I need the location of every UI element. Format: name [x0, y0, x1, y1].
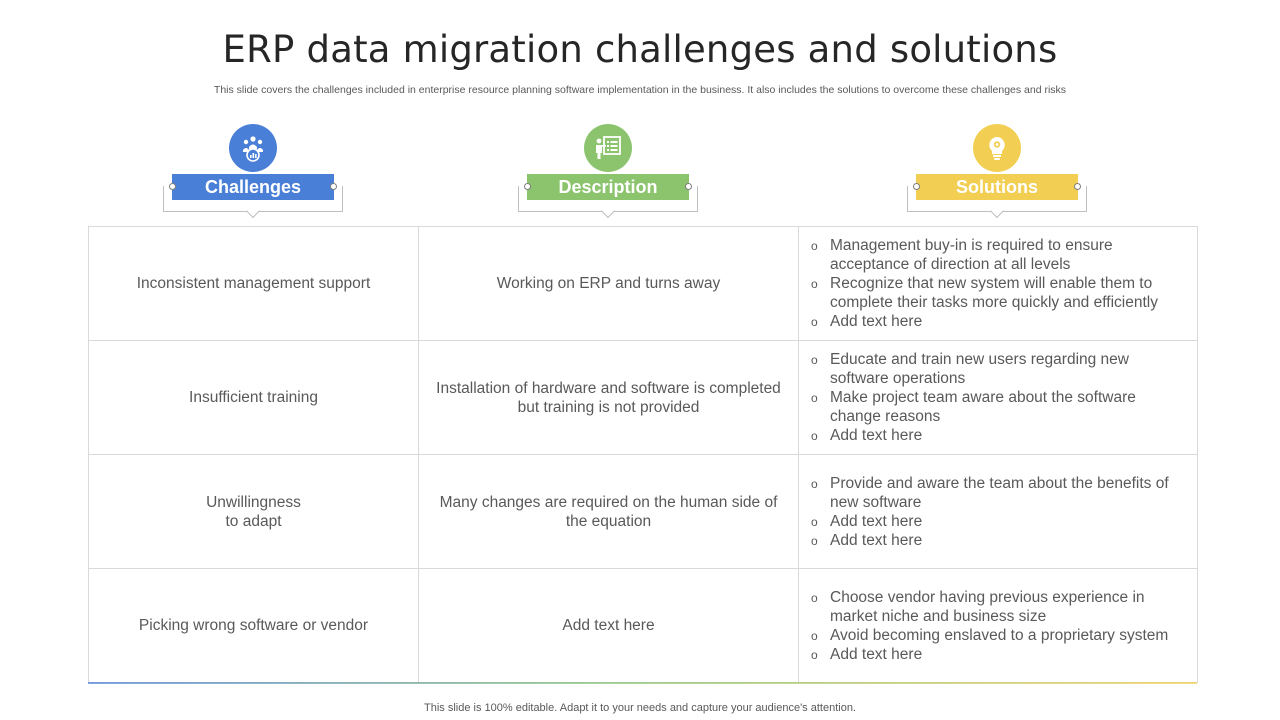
challenge-text: Unwillingness to adapt [206, 493, 301, 530]
solution-item [811, 531, 1181, 550]
team-chart-icon [229, 124, 277, 172]
solutions-cell [799, 227, 1198, 341]
bullet-circle-icon: o [811, 277, 818, 291]
description-text: Add text here [562, 617, 655, 634]
header-label: Description [527, 174, 689, 200]
table-row [89, 227, 1198, 341]
solution-text: Educate and train new users regarding new software operations [830, 351, 1129, 387]
header-description [518, 124, 698, 218]
bullet-circle-icon: o [811, 628, 818, 643]
challenge-cell [89, 569, 419, 683]
description-text: Installation of hardware and software is completed but training is not provided [436, 379, 781, 416]
solution-text: Make project team aware about the software change reasons [830, 389, 1136, 425]
description-cell [419, 455, 799, 569]
presentation-board-icon [584, 124, 632, 172]
challenge-cell [89, 341, 419, 455]
solution-text: Add text here [830, 531, 923, 549]
table-row [89, 341, 1198, 455]
solution-item [811, 312, 1181, 331]
lightbulb-gear-icon [973, 124, 1021, 172]
header-label: Solutions [916, 174, 1078, 200]
solution-text: Add text here [830, 645, 923, 663]
bullet-circle-icon: o [811, 514, 818, 529]
challenge-text: Picking wrong software or vendor [138, 617, 369, 634]
solutions-list [811, 350, 1181, 445]
header-challenges [163, 124, 343, 218]
description-cell [419, 227, 799, 341]
solutions-cell [799, 455, 1198, 569]
challenge-cell [89, 455, 419, 569]
solutions-cell [799, 569, 1198, 683]
description-text: Working on ERP and turns away [496, 275, 721, 292]
connector-dot [169, 183, 176, 190]
header-solutions [907, 124, 1087, 218]
solutions-list [811, 588, 1181, 664]
solutions-list [811, 236, 1181, 331]
bullet-circle-icon: o [811, 533, 818, 548]
solutions-cell [799, 341, 1198, 455]
solution-item [811, 426, 1181, 445]
solution-text: Management buy-in is required to ensure acceptance of direction at all levels [830, 237, 1113, 273]
connector-dot [685, 183, 692, 190]
bullet-circle-icon: o [811, 239, 818, 253]
bullet-circle-icon: o [811, 647, 818, 662]
solution-item [811, 350, 1181, 388]
solutions-list [811, 474, 1181, 550]
bullet-circle-icon: o [811, 590, 818, 605]
table-row [89, 455, 1198, 569]
header-label: Challenges [172, 174, 334, 200]
table-row [89, 569, 1198, 683]
solution-text: Add text here [830, 427, 923, 444]
solution-item [811, 274, 1181, 312]
solution-item [811, 645, 1181, 664]
solution-text: Add text here [830, 512, 923, 530]
description-cell [419, 569, 799, 683]
table-gradient-underline [88, 682, 1197, 684]
solution-item [811, 626, 1181, 645]
connector-dot [913, 183, 920, 190]
solution-item [811, 588, 1181, 626]
slide-subtitle: This slide covers the challenges included in enterprise resource planning software implementation in the business. It also includes the solutions to overcome these challenges and risks [213, 84, 1067, 96]
bullet-circle-icon: o [811, 315, 818, 329]
solution-text: Avoid becoming enslaved to a proprietary system [830, 626, 1169, 644]
solution-text: Add text here [830, 313, 923, 330]
connector-dot [1074, 183, 1081, 190]
bullet-circle-icon: o [811, 476, 818, 491]
bullet-circle-icon: o [811, 391, 818, 405]
description-cell [419, 341, 799, 455]
solution-item [811, 512, 1181, 531]
slide-title: ERP data migration challenges and solutions [222, 28, 1058, 71]
description-text: Many changes are required on the human side of the equation [439, 493, 778, 530]
solution-text: Choose vendor having previous experience in market niche and business size [830, 588, 1145, 625]
solution-item [811, 474, 1181, 512]
challenge-cell [89, 227, 419, 341]
bullet-circle-icon: o [811, 353, 818, 367]
solution-text: Recognize that new system will enable them to complete their tasks more quickly and efficiently [830, 275, 1158, 311]
challenge-text: Inconsistent management support [136, 275, 371, 292]
slide-footer: This slide is 100% editable. Adapt it to your needs and capture your audience's attention. [424, 702, 856, 714]
solution-item [811, 236, 1181, 274]
solution-text: Provide and aware the team about the benefits of new software [830, 474, 1169, 511]
solution-item [811, 388, 1181, 426]
connector-dot [330, 183, 337, 190]
connector-dot [524, 183, 531, 190]
bullet-circle-icon: o [811, 429, 818, 443]
comparison-table [88, 226, 1198, 683]
challenge-text: Insufficient training [189, 389, 318, 406]
